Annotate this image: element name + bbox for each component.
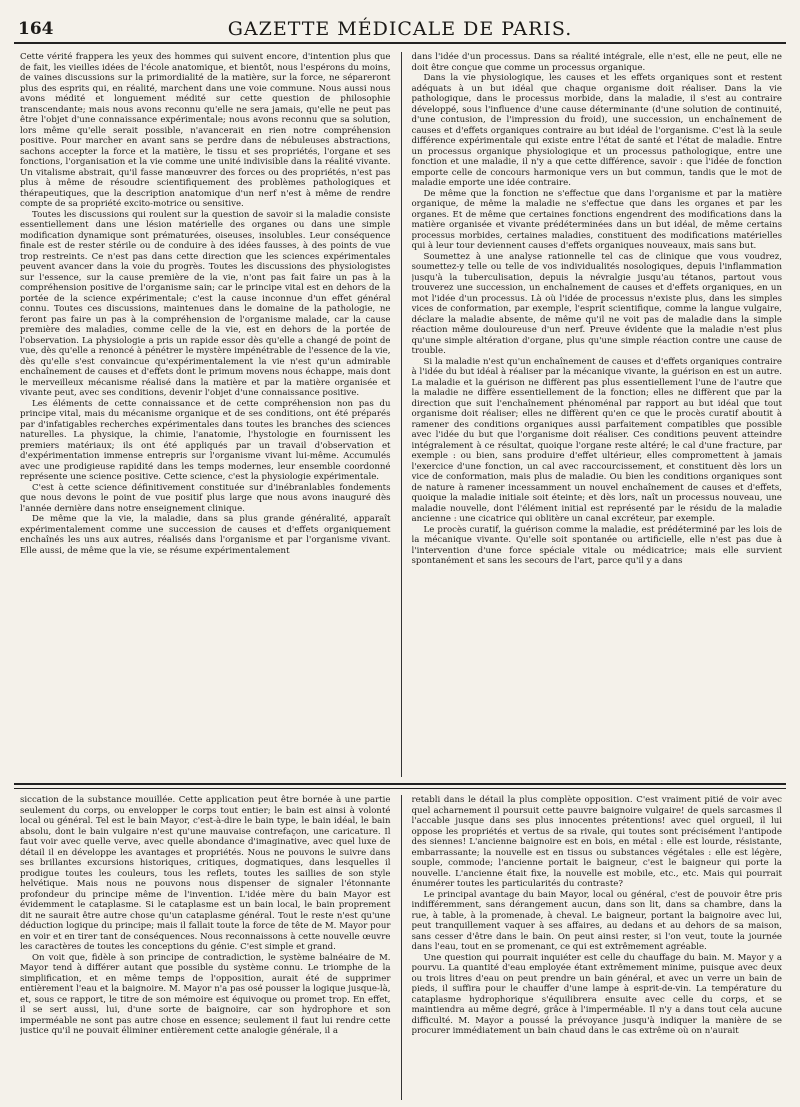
paragraph: Une question qui pourrait inquiéter est celle du chauffage du bain. M. Mayor y a pourvu. La quantité d'eau employée étant extrêmement minime, puisque avec deux ou trois litres d'eau on peut prendre un bain général, et avec un verre un bain de pieds, il suffira pour le chauffer d'une lampe à esprit-de-vin. La température du cataplasme hydrophorique s'équilibrera ensuite avec celle du corps, et se maintiendra au même degré, grâce à l'imperméable. Il n'y a dans tout cela aucune difficulté. M. Mayor a poussé la prévoyance jusqu'à indiquer la manière de se procurer immédiatement un bain chaud dans le cas extrême où on n'aurait bbox=[411, 952, 782, 1036]
page-header bbox=[14, 14, 786, 44]
paragraph: Toutes les discussions qui roulent sur la question de savoir si la maladie consiste essentiellement dans une lésion matérielle des organes ou dans une simple modification dynamique sont prématurées, oiseuses, insolubles. Leur conséquence finale est de rester stérile ou de conduire à des idées fausses, à des points de vue trop restreints. Ce n'est pas dans cette direction que les sciences expérimentales peuvent avancer dans la voie du progrès. Toutes les discussions des physiologistes sur l'essence, sur la cause première de la vie, n'ont pas fait faire un pas à la compréhension positive de l'organisme sain; car le principe vital est en dehors de la portée de la science expérimentale; c'est la cause inconnue d'un effet général connu. Toutes ces discussions, maintenues dans le domaine de la pathologie, ne feront pas faire un pas à la compréhension de l'organisme malade, car la cause première des maladies, comme celle de la vie, est en dehors de la portée de l'observation. La physiologie a pris un rapide essor dès qu'elle a changé de point de vue, dès qu'elle a renoncé à pénétrer le mystère impénétrable de l'essence de la vie, dès qu'elle s'est convaincue qu'expérimentalement la vie n'est qu'un admirable enchaînement de causes et d'effets dont le primum movens nous échappe, mais dont le merveilleux mécanisme réalisé dans la matière et par la matière organisée et vivante peut, avec ses conditions, devenir l'objet d'une connaissance positive. bbox=[20, 209, 391, 398]
upper-article bbox=[20, 52, 782, 777]
paragraph: Soumettez à une analyse rationnelle tel cas de clinique que vous voudrez, soumettez-y telle ou telle de vos individualités nosologiques, depuis l'inflammation jusqu'à la tuberculisation, depuis la névralgie jusqu'au tétanos, partout vous trouverez une succession, un enchaînement de causes et d'effets organiques, en un mot l'idée d'un processus. Là où l'idée de processus n'existe plus, dans les simples vices de conformation, par exemple, l'esprit scientifique, comme la langue vulgaire, déclare la maladie absente, de même qu'il ne voit pas de maladie dans la simple réaction même douloureuse d'un nerf. Preuve évidente que la maladie n'est plus qu'une simple altération d'organe, plus qu'une simple réaction contre une cause de trouble. bbox=[411, 251, 782, 356]
paragraph: Cette vérité frappera les yeux des hommes qui suivent encore, d'intention plus que de fait, les vieilles idées de l'école anatomique, et bientôt, nous l'espérons du moins, de vaines discussions sur la primordialité de la matière, sur la force, ne sépareront plus des esprits qui, en réalité, marchent dans une voie commune. Nous aussi nous avons médité et longuement médité sur cette question de philosophie transcendante; mais nous avons reconnu qu'elle ne sera jamais, qu'elle ne peut pas être l'objet d'une connaissance expérimentale; nous avons reconnu que sa solution, lors même qu'elle serait possible, n'avancerait en rien notre compréhension positive. Pour marcher en avant sans se perdre dans de nébuleuses abstractions, sachons accepter la force et la matière, le tissu et ses propriétés, l'organe et ses fonctions, l'organisation et la vie comme une unité indivisible dans la réalité vivante. Un vitalisme abstrait, qu'il fasse manœuvrer des forces ou des propriétés, n'est pas plus à même de résoudre scientifiquement des problèmes pathologiques et thérapeutiques, que la description anatomique d'un nerf n'est à même de rendre compte de sa propriété excito-motrice ou sensitive. bbox=[20, 52, 391, 209]
paragraph: dans l'idée d'un processus. Dans sa réalité intégrale, elle n'est, elle ne peut, elle ne doit être conçue que comme un processus organique. bbox=[411, 52, 782, 73]
paragraph: Le procès curatif, la guérison comme la maladie, est prédéterminé par les lois de la mécanique vivante. Qu'elle soit spontanée ou artificielle, elle n'est pas due à l'intervention d'une force spéciale vitale ou médicatrice; mais elle survient spontanément et sans les secours de l'art, parce qu'il y a dans bbox=[411, 524, 782, 566]
page-number: 164 bbox=[18, 19, 54, 39]
paragraph: On voit que, fidèle à son principe de contradiction, le système balnéaire de M. Mayor tend à différer autant que possible du système connu. Le triomphe de la simplification, et en même temps de l'opposition, aurait été de supprimer entièrement l'eau et la baignoire. M. Mayor n'a pas osé pousser la logique jusque-là, et, sous ce rapport, le titre de son mémoire est équivoque ou promet trop. En effet, il se sert aussi, lui, d'une sorte de baignoire, car son hydrophore et son imperméable ne sont pas autre chose en essence; seulement il faut lui rendre cette justice qu'il ne pouvait éliminer entièrement cette analogie générale, il a bbox=[20, 952, 391, 1036]
running-title: GAZETTE MÉDICALE DE PARIS. bbox=[227, 18, 573, 40]
upper-left-column bbox=[20, 52, 391, 777]
paragraph: Le principal avantage du bain Mayor, local ou général, c'est de pouvoir être pris indifféremment, sans dérangement aucun, dans son lit, dans sa chambre, dans la rue, à table, à la promenade, à cheval. Le baigneur, portant la baignoire avec lui, peut tranquillement vaquer à ses affaires, au dedans et au dehors de sa maison, sans cesser d'être dans le bain. On peut ainsi rester, si l'on veut, toute la journée dans l'eau, tout en se promenant, ce qui est extrêmement agréable. bbox=[411, 889, 782, 952]
section-divider bbox=[14, 783, 786, 789]
paragraph: retabli dans le détail la plus complète opposition. C'est vraiment pitié de voir avec quel acharnement il poursuit cette pauvre baignoire vulgaire! de quels sarcasmes il l'accable jusque dans ses plus innocentes prétentions! avec quel orgueil, il lui oppose les propriétés et vertus de sa rivale, qui toutes sont précisément l'antipode des siennes! L'ancienne baignoire est en bois, en métal : elle est lourde, résistante, embarrassante; la nouvelle est en tissus ou substances végétales : elle est légère, souple, commode; l'ancienne portait le baigneur, c'est le baigneur qui porte la nouvelle. L'ancienne était fixe, la nouvelle est mobile, etc., etc. Mais qui pourrait énumérer toutes les particularités du contraste? bbox=[411, 795, 782, 889]
paragraph: De même que la vie, la maladie, dans sa plus grande généralité, apparaît expérimentalement comme une succession de causes et d'effets organiquement enchaînés les uns aux autres, réalisés dans l'organisme et par l'organisme vivant. Elle aussi, de même que la vie, se résume expérimentalement bbox=[20, 514, 391, 556]
lower-article bbox=[20, 795, 782, 1100]
paragraph: Si la maladie n'est qu'un enchaînement de causes et d'effets organiques contraire à l'idée du but idéal à réaliser par la mécanique vivante, la guérison en est un autre. La maladie et la guérison ne diffèrent pas plus essentiellement l'une de l'autre que la maladie ne diffère essentiellement de la fonction; elles ne diffèrent que par la direction que suit l'enchaînement phénoménal par rapport au but idéal que tout organisme doit réaliser; elles ne diffèrent qu'en ce que le procès curatif aboutit à ramener des conditions organiques aussi parfaitement compatibles que possible avec l'idée du but que l'organisme doit réaliser. Ces conditions peuvent atteindre intégralement à ce résultat, quoique l'organe reste altéré; le cal d'une fracture, par exemple : ou bien, sans produire d'effet ultérieur, elles compromettent à jamais l'exercice d'une fonction, un cal avec raccourcissement, et constituent dès lors un vice de conformation, mais plus de maladie. Ou bien les conditions organiques sont de nature à ramener incessamment un nouvel enchaînement de causes et d'effets, quoique la maladie initiale soit éteinte; et dès lors, naît un processus nouveau, une maladie nouvelle, dont l'élément initial est représenté par le résidu de la maladie ancienne : une cicatrice qui oblitère un canal excréteur, par exemple. bbox=[411, 356, 782, 524]
lower-right-column bbox=[412, 795, 783, 1100]
paragraph: siccation de la substance mouillée. Cette application peut être bornée à une partie seulement du corps, ou envelopper le corps tout entier; le bain est ainsi à volonté local ou général. Tel est le bain Mayor, c'est-à-dire le bain type, le bain idéal, le bain absolu, dont le bain vulgaire n'est qu'une mauvaise contrefaçon, une caricature. Il faut voir avec quelle verve, avec quelle abondance d'imaginative, avec quel luxe de détail il en développe les avantages et propriétés. Nous ne pouvons le suivre dans ses brillantes excursions historiques, critiques, dogmatiques, dans lesquelles il prodigue toutes les couleurs, tous les reflets, toutes les saillies de son style helvétique. Mais nous ne pouvons nous dispenser de signaler l'étonnante profondeur du principe même de l'invention. L'idée mère du bain Mayor est évidemment le cataplasme. Si le cataplasme est un bain local, le bain proprement dit ne saurait être autre chose qu'un cataplasme général. Tout le reste n'est qu'une déduction logique du principe; mais il fallait toute la force de tête de M. Mayor pour en voir et en tirer tant de conséquences. Nous reconnaissons à cette nouvelle œuvre les caractères de toutes les conceptions du génie. C'est simple et grand. bbox=[20, 795, 391, 952]
paragraph: Dans la vie physiologique, les causes et les effets organiques sont et restent adéquats à un but idéal que chaque organisme doit réaliser. Dans la vie pathologique, dans le processus morbide, dans la maladie, il s'est au contraire développé, sous l'influence d'une cause déterminante (d'une solution de continuité, d'une contusion, de l'impression du froid), une succession, un enchaînement de causes et d'effets organiques contraire au but idéal de l'organisme. C'est là la seule différence expérimentale qui existe entre l'état de santé et l'état de maladie. Entre un processus organique physiologique et un processus pathologique, entre une fonction et une maladie, il n'y a que cette différence, savoir : que l'idée de fonction emporte celle de concours harmonique vers un but commun, tandis que le mot de maladie emporte une idée contraire. bbox=[411, 73, 782, 188]
paragraph: De même que la fonction ne s'effectue que dans l'organisme et par la matière organique, de même la maladie ne s'effectue que dans les organes et par les organes. Et de même que certaines fonctions engendrent des modifications dans la matière organisée et vivante prédéterminées dans un but idéal, de même certains processus morbides, certaines maladies, constituent des modifications matérielles qui à leur tour deviennent causes d'effets organiques nouveaux, mais sans but. bbox=[411, 188, 782, 251]
upper-right-column bbox=[412, 52, 783, 777]
column-divider bbox=[401, 795, 402, 1100]
paragraph: C'est à cette science définitivement constituée sur d'inébranlables fondements que nous devons le point de vue positif plus large que nous avons inauguré dès l'année dernière dans notre enseignement clinique. bbox=[20, 482, 391, 514]
paragraph: Les éléments de cette connaissance et de cette compréhension non pas du principe vital, mais du mécanisme organique et de ses conditions, ont été préparés par d'infatigables recherches expérimentales dans toutes les branches des sciences naturelles. La physique, la chimie, l'anatomie, l'hystologie en fournissent les premiers matériaux; ils ont été appliqués par un travail d'observation et d'expérimentation immense entrepris sur l'organisme vivant lui-même. Accumulés avec une prodigieuse rapidité dans les temps modernes, leur ensemble coordonné représente une science positive. Cette science, c'est la physiologie expérimentale. bbox=[20, 398, 391, 482]
column-divider bbox=[401, 52, 402, 777]
lower-left-column bbox=[20, 795, 391, 1100]
